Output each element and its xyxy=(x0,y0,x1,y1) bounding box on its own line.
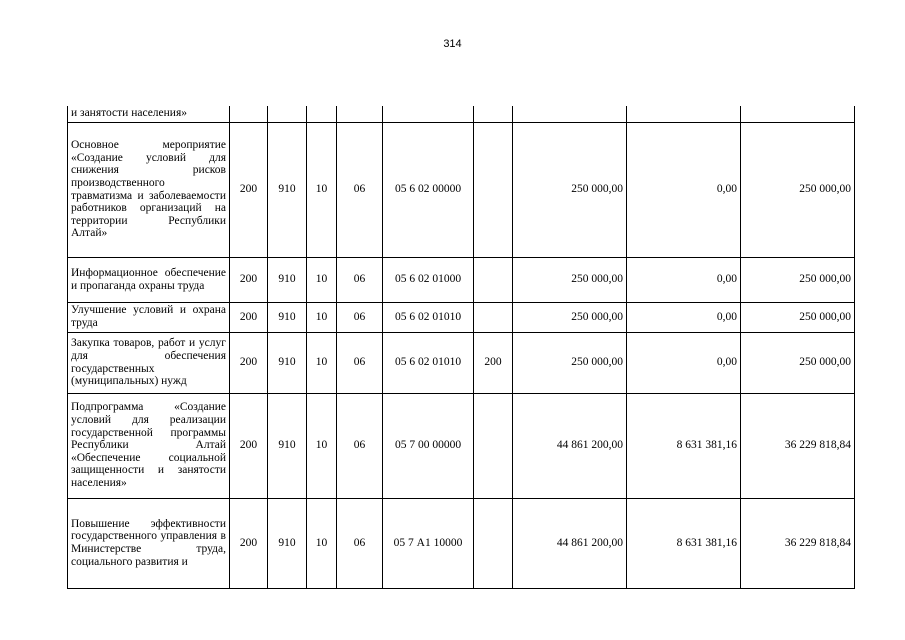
cell-admin: 200 xyxy=(230,122,268,257)
cell-admin: 200 xyxy=(230,302,268,332)
cell-admin: 200 xyxy=(230,332,268,393)
cell-section: 10 xyxy=(307,332,337,393)
cell-name: Информационное обеспечение и пропаганда охраны труда xyxy=(68,257,230,302)
cell-section xyxy=(307,106,337,122)
cell-executed: 8 631 381,16 xyxy=(627,498,741,588)
cell-plan: 250 000,00 xyxy=(513,332,627,393)
cell-plan: 250 000,00 xyxy=(513,302,627,332)
cell-remainder xyxy=(741,106,855,122)
cell-name: и занятости населения» xyxy=(68,106,230,122)
page-number: 314 xyxy=(443,38,462,50)
cell-target-article: 05 6 02 01000 xyxy=(383,257,474,302)
cell-admin: 200 xyxy=(230,393,268,498)
cell-ministry: 910 xyxy=(268,257,307,302)
table-row xyxy=(68,332,855,393)
cell-ministry: 910 xyxy=(268,498,307,588)
cell-expense-type xyxy=(474,302,513,332)
cell-name: Основное мероприятие «Создание условий для снижения рисков производственного травматизма и заболеваемости работников организаций на территории Республики Алтай» xyxy=(68,122,230,257)
cell-ministry: 910 xyxy=(268,393,307,498)
cell-expense-type xyxy=(474,106,513,122)
cell-target-article: 05 7 00 00000 xyxy=(383,393,474,498)
cell-name: Повышение эффективности государственного управления в Министерстве труда, социального развития и xyxy=(68,498,230,588)
cell-admin: 200 xyxy=(230,257,268,302)
cell-section: 10 xyxy=(307,302,337,332)
cell-plan xyxy=(513,106,627,122)
cell-subsection: 06 xyxy=(337,498,383,588)
cell-section: 10 xyxy=(307,393,337,498)
cell-expense-type: 200 xyxy=(474,332,513,393)
budget-table xyxy=(67,106,855,589)
cell-subsection: 06 xyxy=(337,302,383,332)
cell-name: Подпрограмма «Создание условий для реализации государственной программы Республики Алтай «Обеспечение социальной защищенности и занятости населения» xyxy=(68,393,230,498)
cell-remainder: 250 000,00 xyxy=(741,257,855,302)
cell-subsection xyxy=(337,106,383,122)
table-row xyxy=(68,122,855,257)
cell-executed: 0,00 xyxy=(627,302,741,332)
cell-section: 10 xyxy=(307,498,337,588)
cell-expense-type xyxy=(474,122,513,257)
cell-subsection: 06 xyxy=(337,393,383,498)
cell-plan: 250 000,00 xyxy=(513,257,627,302)
cell-remainder: 250 000,00 xyxy=(741,302,855,332)
table-row xyxy=(68,302,855,332)
cell-target-article: 05 6 02 00000 xyxy=(383,122,474,257)
cell-name: Закупка товаров, работ и услуг для обеспечения государственных (муниципальных) нужд xyxy=(68,332,230,393)
cell-subsection: 06 xyxy=(337,332,383,393)
cell-remainder: 36 229 818,84 xyxy=(741,393,855,498)
cell-expense-type xyxy=(474,498,513,588)
cell-section: 10 xyxy=(307,122,337,257)
cell-admin xyxy=(230,106,268,122)
cell-admin: 200 xyxy=(230,498,268,588)
cell-name: Улучшение условий и охрана труда xyxy=(68,302,230,332)
cell-plan: 44 861 200,00 xyxy=(513,498,627,588)
cell-target-article xyxy=(383,106,474,122)
cell-remainder: 250 000,00 xyxy=(741,332,855,393)
cell-ministry: 910 xyxy=(268,122,307,257)
table-row xyxy=(68,393,855,498)
cell-remainder: 250 000,00 xyxy=(741,122,855,257)
cell-expense-type xyxy=(474,257,513,302)
table-row xyxy=(68,106,855,122)
cell-ministry xyxy=(268,106,307,122)
cell-remainder: 36 229 818,84 xyxy=(741,498,855,588)
cell-target-article: 05 6 02 01010 xyxy=(383,302,474,332)
cell-subsection: 06 xyxy=(337,122,383,257)
cell-subsection: 06 xyxy=(337,257,383,302)
cell-executed xyxy=(627,106,741,122)
cell-section: 10 xyxy=(307,257,337,302)
cell-executed: 0,00 xyxy=(627,257,741,302)
table-row xyxy=(68,257,855,302)
cell-expense-type xyxy=(474,393,513,498)
cell-executed: 8 631 381,16 xyxy=(627,393,741,498)
cell-ministry: 910 xyxy=(268,332,307,393)
cell-ministry: 910 xyxy=(268,302,307,332)
cell-plan: 250 000,00 xyxy=(513,122,627,257)
cell-plan: 44 861 200,00 xyxy=(513,393,627,498)
table-row xyxy=(68,498,855,588)
cell-executed: 0,00 xyxy=(627,122,741,257)
table-body xyxy=(68,106,855,588)
cell-target-article: 05 7 А1 10000 xyxy=(383,498,474,588)
cell-executed: 0,00 xyxy=(627,332,741,393)
cell-target-article: 05 6 02 01010 xyxy=(383,332,474,393)
